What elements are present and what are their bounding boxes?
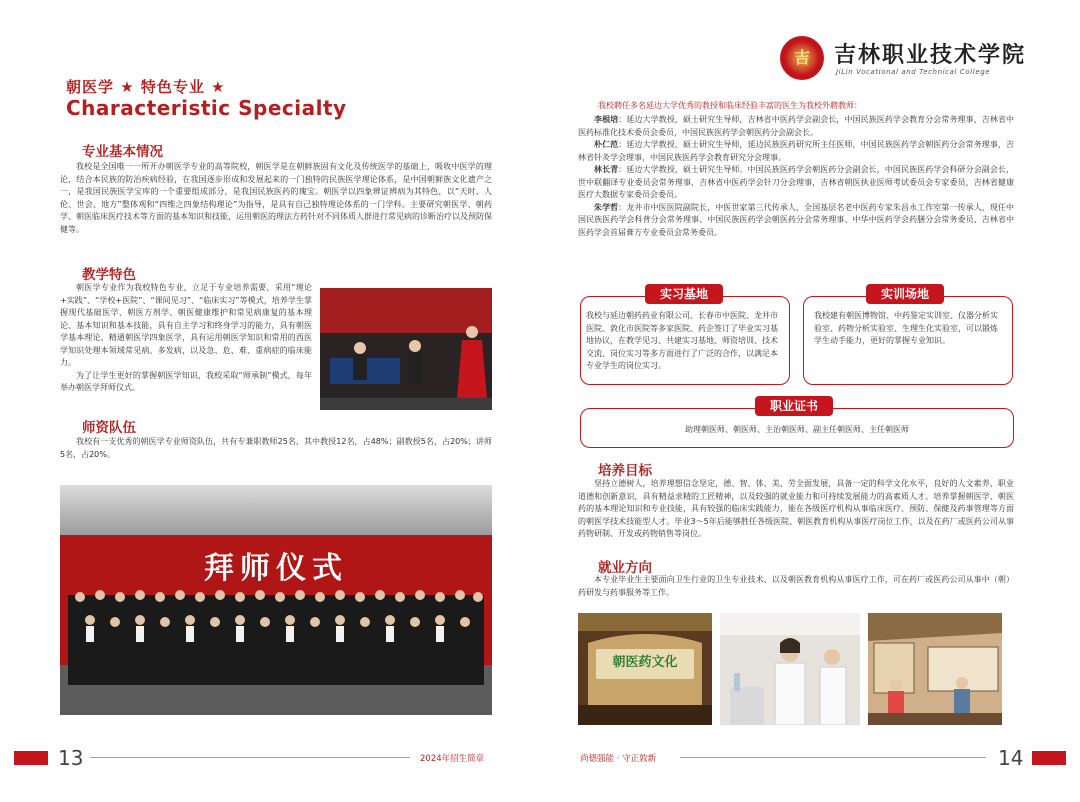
ceremony-banner: 拜师仪式 [204,551,348,586]
teacher-entry [578,202,1014,240]
heading-teaching: 教学特色 [82,267,136,283]
heading-career: 就业方向 [598,560,652,576]
school-name-cn: 吉林职业技术学院 [834,42,1027,68]
section-title-en: Characteristic Specialty [66,96,347,120]
basic-info-paragraph: 我校是全国唯一一所开办朝医学专业的高等院校，朝医学是在朝鲜族固有文化及传统医学的基础上，吸收中医学的理论，结合本民族的防治疾病经验，在我国逐步形成和发展起来的一门独特的民族医学理论体系，是中国朝鲜族文化遗产之一，是我国民族医学宝库的一个重要组成部分，是我国民族医药的瑰宝。朝医学以四象辨证辨病为其特色，以“天时、人伦、世会、地方”整体观和“四维之四象结构理论”为指导，是具有自己独特理论体系的一门学科。主要研究朝医学、朝药学、朝医临床医疗技术等方面的基本知识和技能，运用朝医的理法方药针对不同体质人群进行常见病的诊断治疗以及预防保健等。 [60,162,492,234]
heading-goal: 培养目标 [598,463,652,479]
school-name-en: JiLin Vocational and Technical College [836,68,991,76]
basic-info-text [60,161,492,236]
teachers-intro: 我校聘任多名延边大学优秀的教授和临床经验丰富的医生为我校外聘教师： [598,101,862,110]
ceremony-photo-small [320,288,492,410]
cert-text: 助理朝医师、朝医师、主治朝医师、副主任朝医师、主任朝医师 [685,425,909,434]
teaching-paragraph-2: 为了让学生更好的掌握朝医学知识，我校采取“师承制”模式，每年举办朝医学拜师仪式。 [60,370,312,392]
teaching-text [60,282,312,395]
museum-photo [578,613,712,725]
goal-text [578,478,1014,541]
logo-char: 吉 [793,48,810,67]
exhibit-scene [868,613,1002,725]
ceremony-scene [320,288,492,410]
teacher-desc: ：延边大学教授，硕士研究生导师。中国民族医药学会朝医药分会副会长，中国民族医药学会科研分会副会长，世中联翻译专业委员会常务理事，吉林省中医药学会针刀分会理事，吉林省朝医执业医师考试委员会专家委员，吉林省健康医疗大数据专家委员会委员。 [578,165,1015,199]
heading-basic-info: 专业基本情况 [82,144,163,160]
teacher-desc: ：延边大学教授，硕士研究生导师，吉林省中医药学会副会长，中国民族医药学会教育分会常务理事，吉林省中医药标准化技术委员会委员，中国民族医药学会朝医药分会副会长。 [578,115,1015,137]
practice-text: 我校与延边朝药药业有限公司、长春市中医院、龙井市医院、敦化市医院等多家医院、药企签订了毕业实习基地协议，在教学见习、共建实习基地、师资培训、技术交流、岗位实习等多方面进行了广泛的合作，以满足本专业学生的岗位实习。 [586,311,778,370]
teacher-desc: ：延边大学教授，硕士研究生导师，延边民族医药研究所主任医师，中国民族医药学会朝医药分会常务理事，吉林省针灸学会理事，中国民族医药学会教育研究分会理事。 [578,140,1015,162]
teacher-name: 林长青 [594,165,619,174]
career-text [578,574,1014,599]
heading-faculty: 师资队伍 [82,420,136,436]
exhibit-photo [868,613,1002,725]
teacher-desc: ：龙井市中医医院副院长，中医世家第三代传承人，全国基层名老中医药专家朱昌永工作室第一传承人，现任中国民族医药学会科普分会常务理事、中国民族医药学会朝医药分会常务理事、中华中医药学会药膳分会常务委员、吉林省中医药学会首届膏方专业委员会常务委员。 [578,202,1015,237]
teacher-name: 朱学哲 [594,202,619,212]
footer-bar-right [1032,751,1066,765]
faculty-paragraph: 我校有一支优秀的朝医学专业师资队伍，共有专兼职教师25名，其中教授12名，占48%；副教授5名，占20%；讲师5名，占20%。 [60,437,492,459]
practice-label: 实习基地 [645,284,723,304]
teaching-paragraph-1: 朝医学专业作为我校特色专业，立足于专业培养需要，采用“理论+实践”、“学校+医院”、“课间见习”、“临床实习”等模式，培养学生掌握现代基础医学、朝医方剂学、朝医健康维护和常见病康复的基本理论、基本知识和基本技能，具有自主学习和终身学习的能力，具有朝医学基本理论、精通朝医学四象医学，具有运用朝医学知识和常用的西医学知识处理本领域常见病、多发病，以及急、危、难、重病症的临床能力。 [60,283,312,367]
training-label: 实训场地 [866,284,944,304]
teacher-entry [578,139,1014,164]
teacher-entry [578,164,1014,202]
goal-paragraph: 坚持立德树人，培养理想信念坚定，德、智、体、美、劳全面发展，具备一定的科学文化水平，良好的人文素养、职业道德和创新意识，具有精益求精的工匠精神，以及较强的就业能力和可持续发展能力的高素质人才。培养掌握朝医学、朝医药的基本理论知识和专业技能，具有较强的临床实践能力，能在各级医疗机构从事临床医疗、预防、保健及药事管理等方面的朝医学技术技能型人才。毕业3～5年后能够胜任各级医院、朝医教育机构从事医疗岗位工作，以及在药厂或医药公司从事药物研制、开发或药物销售等岗位。 [578,479,1014,538]
footer-bar-left [14,751,48,765]
page-number-left: 13 [58,746,84,770]
faculty-text [60,436,492,461]
museum-sign: 朝医药文化 [612,655,678,670]
ceremony-group-photo [60,485,492,715]
cert-label: 职业证书 [755,396,833,416]
teacher-name: 朴仁范 [594,140,619,149]
footer-text-left: 2024年招生简章 [420,754,485,764]
teacher-name: 李根培 [594,115,619,124]
training-text: 我校建有朝医博物馆、中药鉴定实训室、仪器分析实验室、药物分析实验室、生理生化实验室，可以锻炼学生动手能力，更好的掌握专业知识。 [814,311,998,345]
lab-photo [720,613,860,725]
lab-scene [720,613,860,725]
school-logo-icon [780,36,824,80]
teachers-list [578,114,1014,239]
footer-text-right: 尚德强能 · 守正敦新 [580,754,657,764]
footer-rule-right [680,757,986,758]
teacher-entry [578,114,1014,139]
group-photo-scene [60,485,492,715]
footer-rule-left [90,757,410,758]
section-title-cn: 朝医学 ★ 特色专业 ★ [66,78,226,96]
page-number-right: 14 [998,746,1024,770]
career-paragraph: 本专业毕业生主要面向卫生行业的卫生专业技术、以及朝医教育机构从事医疗工作，可在药厂或医药公司从事中（朝）药研发与药事服务等工作。 [578,575,1014,597]
